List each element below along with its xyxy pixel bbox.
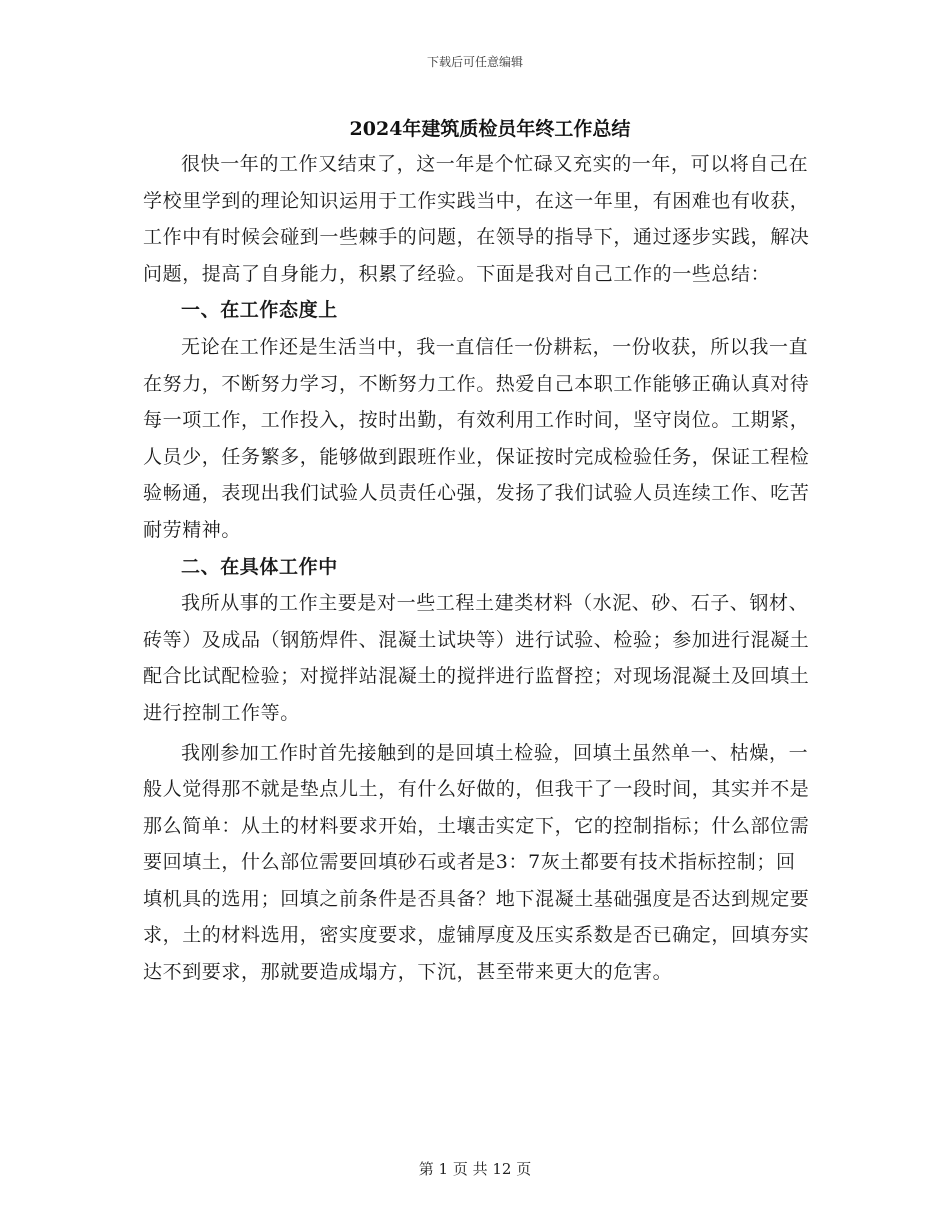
page-number: 第 1 页 共 12 页: [418, 1160, 532, 1178]
section-paragraph-backfill: 我刚参加工作时首先接触到的是回填土检验，回填土虽然单一、枯燥，一般人觉得那不就是垫点儿土，有什么好做的，但我干了一段时间，其实并不是那么简单：从土的材料要求开始，土壤击实定下，它的控制指标；什么部位需要回填土，什么部位需要回填砂石或者是3：7灰土都要有技术指标控制；回填机具的选用；回填之前条件是否具备？地下混凝土基础强度是否达到规定要求，土的材料选用，密实度要求，虚铺厚度及压实系数是否已确定，回填夯实达不到要求，那就要造成塌方，下沉，甚至带来更大的危害。: [143, 741, 810, 984]
document-body: [143, 146, 811, 991]
section-heading-specific-work: 二、在具体工作中: [181, 555, 338, 578]
intro-paragraph: 很快一年的工作又结束了，这一年是个忙碌又充实的一年，可以将自己在学校里学到的理论知识运用于工作实践当中，在这一年里，有困难也有收获，工作中有时候会碰到一些棘手的问题，在领导的指导下，通过逐步实践，解决问题，提高了自身能力，积累了经验。下面是我对自己工作的一些总结：: [143, 153, 810, 285]
section-heading-attitude: 一、在工作态度上: [181, 299, 338, 322]
section-paragraph-attitude: 无论在工作还是生活当中，我一直信任一份耕耘，一份收获，所以我一直在努力，不断努力学习，不断努力工作。热爱自己本职工作能够正确认真对待每一项工作，工作投入，按时出勤，有效利用工作时间，坚守岗位。工期紧，人员少，任务繁多，能够做到跟班作业，保证按时完成检验任务，保证工程检验畅通，表现出我们试验人员责任心强，发扬了我们试验人员连续工作、吃苦耐劳精神。: [143, 335, 810, 541]
header-note: 下载后可任意编辑: [426, 55, 523, 69]
document-title: 2024年建筑质检员年终工作总结: [349, 118, 631, 140]
section-paragraph-materials: 我所从事的工作主要是对一些工程土建类材料（水泥、砂、石子、钢材、砖等）及成品（钢筋焊件、混凝土试块等）进行试验、检验；参加进行混凝土配合比试配检验；对搅拌站混凝土的搅拌进行监督控；对现场混凝土及回填土进行控制工作等。: [143, 592, 810, 724]
